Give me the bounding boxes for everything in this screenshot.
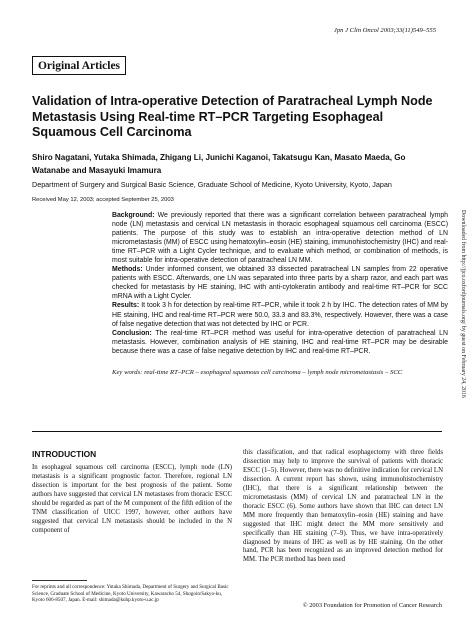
- introduction-paragraph-left: In esophageal squamous cell carcinoma (ESCC), lymph node (LN) metastasis is a significant prognostic factor. Therefore, regional LN dissection is important for the best prognosis of the patient. Some authors have suggested that cervical LN metastases from thoracic ESCC should be regarded as part of the M component of the fifth edition of the TNM classification of UICC 1997, however, other authors have suggested that cervical LN metastasis should be included in the N component of: [32, 464, 232, 534]
- author-affiliation: Department of Surgery and Surgical Basic Science, Graduate School of Medicine, Kyoto University, Kyoto, Japan: [32, 180, 392, 189]
- body-column-left: [32, 449, 232, 536]
- author-list: Shiro Nagatani, Yutaka Shimada, Zhigang Li, Junichi Kaganoi, Takatsugu Kan, Masato Maeda, Go Watanabe and Masayuki Imamura: [32, 153, 406, 175]
- received-dates: Received May 12, 2003; accepted September 25, 2003: [32, 197, 174, 203]
- section-label-box: [32, 56, 126, 75]
- section-divider: [32, 431, 442, 432]
- abstract-conclusion-text: The real-time RT–PCR method was useful for intra-operative detection of paratracheal LN metastasis. However, combination analysis of HE staining, IHC and real-time RT–PCR may be desirable because there was a case of false negative detection by IHC and real-time RT–PCR.: [112, 329, 448, 355]
- introduction-paragraph-right: this classification, and that radical esophagectomy with three fields dissection may help to improve the survival of patients with thoracic ESCC (1–5). However, there was no definitive indication for cervical LN dissection. A current report has shown, using immunohistochemistry (IHC), that there is a significant relationship between the micrometastasis (MM) of cervical LN and paratracheal LN in the thoracic ESCC (6). Some authors have shown that IHC can detect LN MM more frequently than hematoxylin–eosin (HE) staining and have suggested that IHC might detect the MM more sensitively and specifically than HE staining (7–9). Thus, we have intra-operatively diagnosed by means of IHC as well as by HE staining. On the other hand, PCR has been recognized as an improved detection method for MM. The PCR method has been used: [243, 449, 443, 564]
- abstract-conclusion-label: Conclusion:: [112, 329, 152, 337]
- abstract-results-label: Results:: [112, 302, 140, 310]
- abstract-conclusion: [112, 329, 448, 356]
- introduction-heading: INTRODUCTION: [32, 449, 97, 459]
- abstract-results: [112, 301, 448, 328]
- download-notice: [456, 210, 468, 540]
- body-column-right: [243, 449, 443, 565]
- abstract-background: [112, 211, 448, 265]
- section-label: Original Articles: [37, 59, 121, 72]
- abstract: [112, 211, 448, 377]
- abstract-background-label: Background:: [112, 212, 155, 219]
- copyright-notice: © 2003 Foundation for Promotion of Cancer Research: [302, 602, 442, 609]
- abstract-methods-label: Methods:: [112, 266, 143, 274]
- download-notice-text: Downloaded from http://jjco.oxfordjournals.org/ by guest on February 24, 2016: [460, 210, 466, 398]
- footnote-divider: [32, 580, 87, 581]
- abstract-methods-text: Under informed consent, we obtained 33 dissected paratracheal LN samples from 22 operative patients with ESCC. Afterwards, one LN was separated into three parts by a sharp razor, and each part was checked for metastasis by HE staining, IHC with anti-cytokeratin antibody and real-time RT–PCR for SCC mRNA with a Light Cycler.: [112, 266, 448, 301]
- abstract-results-text: It took 3 h for detection by real-time RT–PCR, while it took 2 h by IHC. The detection rates of MM by HE staining, IHC and real-time RT–PCR were 50.0, 33.3 and 83.3%, respectively. However, there was a case of false negative detection that was not detected by IHC or PCR.: [112, 302, 448, 328]
- keywords: Key words: real-time RT–PCR – esophageal squamous cell carcinoma – lymph node micrometastasis – SCC: [112, 368, 403, 376]
- abstract-methods: [112, 265, 448, 301]
- journal-reference: Jpn J Clin Oncol 2003;33(11)549–555: [333, 27, 436, 34]
- article-title: Validation of Intra-operative Detection of Paratracheal Lymph Node Metastasis Using Real-time RT–PCR Targeting Esophageal Squamous Cell Carcinoma: [32, 94, 433, 139]
- correspondence-footnote: For reprints and all correspondence: Yutaka Shimada, Department of Surgery and Surgical Basic Science, Graduate School of Medicine, Kyoto University, Kawaracho 54, Shogoin/Sakyo-ku, Kyoto 606-8507, Japan. E-mail: shimada@kuhp.kyoto-u.ac.jp: [32, 584, 229, 604]
- abstract-background-text: We previously reported that there was a significant correlation between paratracheal lymph node (LN) metastasis and cervical LN metastasis in thoracic esophageal squamous cell carcinoma (ESCC) patients. The purpose of this study was to establish an intra-operative detection method of LN micrometastasis (MM) of ESCC using hematoxylin–eosin (HE) staining, immunohistochemistry (IHC) and real-time RT–PCR with a Light Cycler technique, and to evaluate which method, or combination of methods, is most suitable for intra-operative detection of paratracheal LN MM.: [112, 212, 448, 265]
